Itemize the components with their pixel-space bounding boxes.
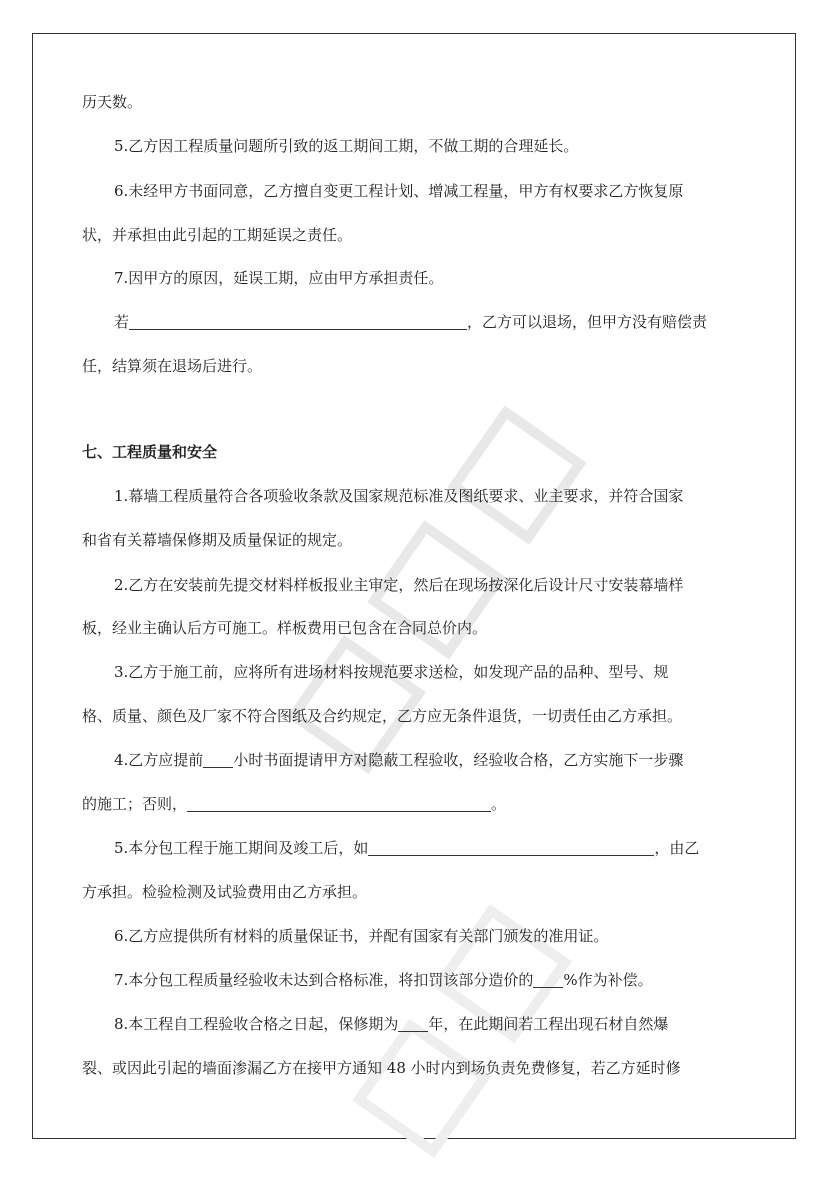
paragraph-continuation: 历天数。	[82, 93, 143, 111]
paragraph-7-3-line2: 格、质量、颜色及厂家不符合图纸及合约规定，乙方应无条件退货，一切责任由乙方承担。	[82, 707, 683, 725]
paragraph-7-2-line1: 2.乙方在安装前先提交材料样板报业主审定，然后在现场按深化后设计尺寸安装幕墙样	[114, 576, 684, 594]
paragraph-6-7b-line2: 任，结算须在退场后进行。	[82, 357, 263, 375]
paragraph-6-7: 7.因甲方的原因，延误工期，应由甲方承担责任。	[114, 269, 444, 287]
text-segment: 小时书面提请甲方对隐蔽工程验收，经验收合格，乙方实施下一步骤	[233, 751, 684, 769]
paragraph-7-8-line1	[114, 1014, 668, 1034]
paragraph-7-1-line2: 和省有关幕墙保修期及质量保证的规定。	[82, 531, 353, 549]
text-segment: 7.本分包工程质量经验收未达到合格标准，将扣罚该部分造价的	[114, 971, 534, 989]
fill-blank[interactable]	[398, 1015, 428, 1032]
paragraph-7-7	[114, 970, 653, 990]
text-segment: 8.本工程自工程验收合格之日起，保修期为	[114, 1015, 399, 1033]
paragraph-7-4-line1	[114, 750, 683, 770]
fill-blank[interactable]	[203, 751, 233, 768]
text-segment: %作为补偿。	[563, 971, 653, 989]
paragraph-7-4-line2	[82, 794, 506, 814]
text-segment: 。	[491, 795, 507, 813]
paragraph-7-5-line1	[114, 838, 699, 858]
section-7-title: 七、工程质量和安全	[82, 443, 218, 461]
paragraph-7-3-line1: 3.乙方于施工前，应将所有进场材料按规范要求送检，如发现产品的品种、型号、规	[114, 663, 669, 681]
paragraph-6-6-line1: 6.未经甲方书面同意，乙方擅自变更工程计划、增减工程量，甲方有权要求乙方恢复原	[114, 182, 684, 200]
text-segment: ，由乙	[654, 839, 700, 857]
fill-blank[interactable]	[368, 839, 654, 856]
fill-blank[interactable]	[533, 971, 563, 988]
fill-blank[interactable]	[129, 313, 467, 330]
fill-blank[interactable]	[187, 795, 491, 812]
paragraph-6-6-line2: 状，并承担由此引起的工期延误之责任。	[82, 226, 353, 244]
text-segment: 4.乙方应提前	[114, 751, 204, 769]
text-segment: 年，在此期间若工程出现石材自然爆	[428, 1015, 669, 1033]
text-segment: 5.本分包工程于施工期间及竣工后，如	[114, 839, 369, 857]
paragraph-7-5-line2: 方承担。检验检测及试验费用由乙方承担。	[82, 883, 368, 901]
paragraph-6-7b-line1	[114, 312, 707, 332]
paragraph-6-5: 5.乙方因工程质量问题所引致的返工期间工期，不做工期的合理延长。	[114, 137, 579, 155]
paragraph-7-2-line2: 板，经业主确认后方可施工。样板费用已包含在合同总价内。	[82, 619, 488, 637]
paragraph-7-8-line2: 裂、或因此引起的墙面渗漏乙方在接甲方通知 48 小时内到场负责免费修复，若乙方延时修	[82, 1059, 681, 1077]
paragraph-7-6: 6.乙方应提供所有材料的质量保证书，并配有国家有关部门颁发的准用证。	[114, 927, 609, 945]
paragraph-7-1-line1: 1.幕墙工程质量符合各项验收条款及国家规范标准及图纸要求、业主要求，并符合国家	[114, 487, 684, 505]
text-segment: ，乙方可以退场，但甲方没有赔偿责	[467, 313, 708, 331]
text-segment: 若	[114, 313, 130, 331]
text-segment: 的施工；否则，	[82, 795, 188, 813]
